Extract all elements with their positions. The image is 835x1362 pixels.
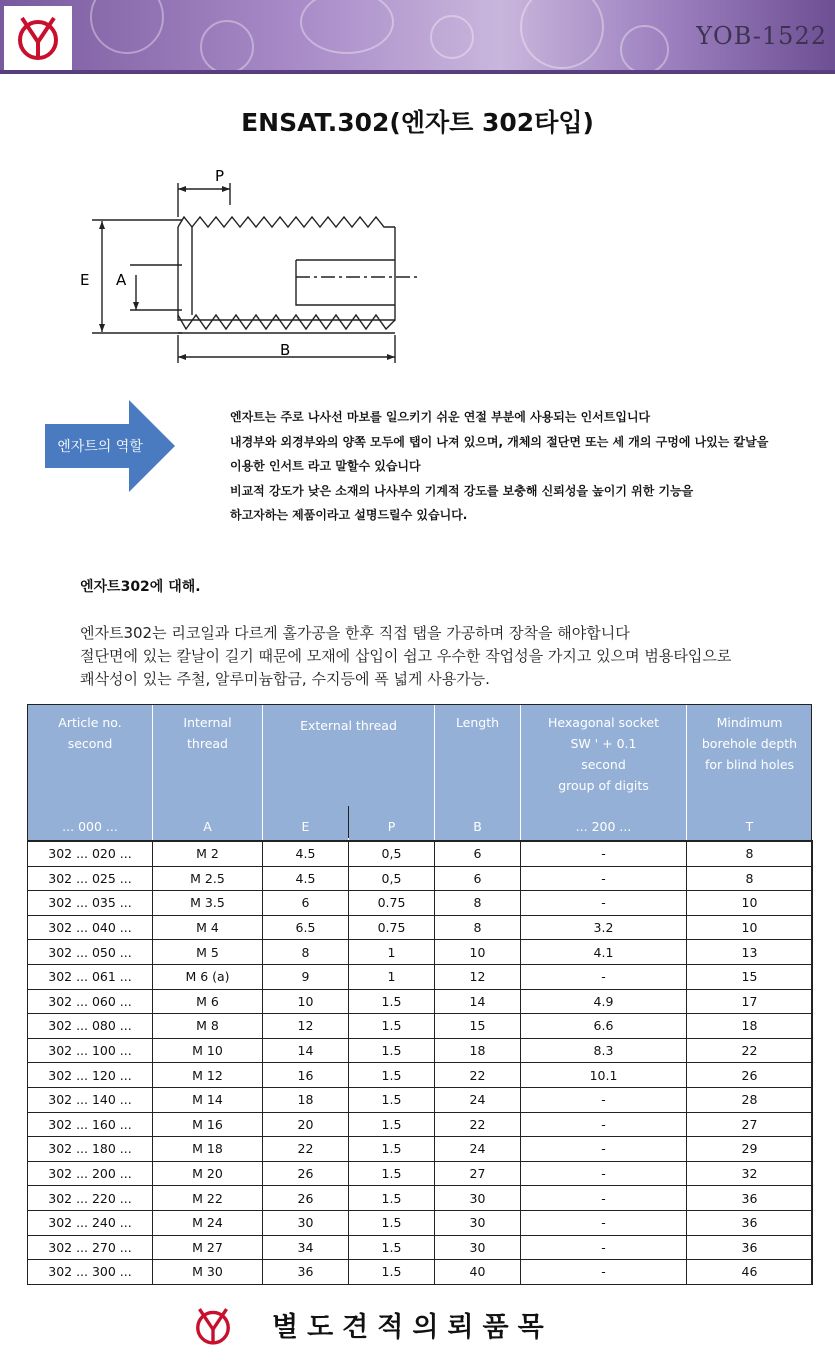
table-cell: M 3.5 bbox=[153, 891, 263, 916]
table-cell: - bbox=[521, 1186, 687, 1211]
table-cell: M 14 bbox=[153, 1087, 263, 1112]
table-cell: 1.5 bbox=[349, 1014, 435, 1039]
table-cell: 18 bbox=[435, 1038, 521, 1063]
dim-label-b: B bbox=[280, 341, 291, 359]
table-cell: 6 bbox=[263, 891, 349, 916]
table-cell: 1.5 bbox=[349, 1137, 435, 1162]
table-cell: 302 ... 120 ... bbox=[28, 1063, 153, 1088]
table-cell: 8 bbox=[435, 915, 521, 940]
logo-emblem-icon bbox=[13, 12, 63, 64]
table-row bbox=[28, 1112, 813, 1137]
table-cell: 1.5 bbox=[349, 1038, 435, 1063]
table-cell: 27 bbox=[687, 1112, 813, 1137]
table-cell: 302 ... 080 ... bbox=[28, 1014, 153, 1039]
table-cell: 8.3 bbox=[521, 1038, 687, 1063]
role-description bbox=[230, 405, 825, 528]
about-heading: 엔자트302에 대해. bbox=[80, 579, 201, 595]
header-internal-line: Internal bbox=[183, 715, 232, 730]
table-cell: 0.75 bbox=[349, 915, 435, 940]
table-cell: - bbox=[521, 1161, 687, 1186]
subheader-p: P bbox=[349, 812, 435, 841]
table-cell: 1.5 bbox=[349, 1161, 435, 1186]
table-cell: 18 bbox=[687, 1014, 813, 1039]
table-cell: 6.5 bbox=[263, 915, 349, 940]
table-cell: 32 bbox=[687, 1161, 813, 1186]
company-logo bbox=[4, 6, 72, 70]
table-row bbox=[28, 841, 813, 866]
table-cell: M 6 (a) bbox=[153, 964, 263, 989]
table-cell: 0,5 bbox=[349, 866, 435, 891]
table-cell: 36 bbox=[687, 1210, 813, 1235]
header-hex-line: second bbox=[581, 757, 626, 772]
table-cell: 0,5 bbox=[349, 841, 435, 866]
table-cell: 1 bbox=[349, 940, 435, 965]
table-cell: 302 ... 200 ... bbox=[28, 1161, 153, 1186]
table-cell: 4.1 bbox=[521, 940, 687, 965]
table-cell: 1.5 bbox=[349, 1210, 435, 1235]
table-cell: 36 bbox=[263, 1260, 349, 1285]
table-cell: - bbox=[521, 841, 687, 866]
spec-table bbox=[27, 704, 813, 1285]
table-cell: 1.5 bbox=[349, 1186, 435, 1211]
table-cell: 302 ... 240 ... bbox=[28, 1210, 153, 1235]
table-cell: 10 bbox=[687, 891, 813, 916]
table-row bbox=[28, 989, 813, 1014]
table-cell: - bbox=[521, 891, 687, 916]
table-cell: M 27 bbox=[153, 1235, 263, 1260]
footer-logo-icon bbox=[190, 1304, 236, 1348]
table-cell: 15 bbox=[435, 1014, 521, 1039]
dim-label-e: E bbox=[80, 271, 90, 289]
table-cell: 1.5 bbox=[349, 1260, 435, 1285]
table-cell: 14 bbox=[263, 1038, 349, 1063]
table-row bbox=[28, 1260, 813, 1285]
table-cell: 24 bbox=[435, 1137, 521, 1162]
header-article-line: second bbox=[67, 736, 113, 751]
decorative-ring bbox=[520, 0, 604, 69]
table-cell: 24 bbox=[435, 1087, 521, 1112]
table-cell: 30 bbox=[435, 1235, 521, 1260]
table-cell: M 5 bbox=[153, 940, 263, 965]
table-cell: 18 bbox=[263, 1087, 349, 1112]
subheader-b: B bbox=[435, 812, 521, 841]
dim-label-a: A bbox=[116, 271, 127, 289]
table-cell: 302 ... 050 ... bbox=[28, 940, 153, 965]
table-cell: - bbox=[521, 1112, 687, 1137]
table-cell: 22 bbox=[435, 1112, 521, 1137]
role-line: 비교적 강도가 낮은 소재의 나사부의 기계적 강도를 보충해 신뢰성을 높이기 위한 기능을 bbox=[230, 483, 694, 498]
table-cell: 8 bbox=[263, 940, 349, 965]
table-row bbox=[28, 940, 813, 965]
subheader-e: E bbox=[263, 812, 349, 841]
table-row bbox=[28, 1137, 813, 1162]
table-cell: 12 bbox=[435, 964, 521, 989]
table-cell: 3.2 bbox=[521, 915, 687, 940]
table-cell: 34 bbox=[263, 1235, 349, 1260]
table-cell: 30 bbox=[435, 1210, 521, 1235]
table-cell: - bbox=[521, 1235, 687, 1260]
table-cell: 40 bbox=[435, 1260, 521, 1285]
header-internal-line: thread bbox=[187, 736, 228, 751]
header-mind-line: for blind holes bbox=[704, 757, 795, 772]
about-line: 엔자트302는 리코일과 다르게 홀가공을 한후 직접 탭을 가공하며 장착을 해야합니다 bbox=[80, 624, 630, 642]
table-row bbox=[28, 1063, 813, 1088]
header-mind-line: borehole depth bbox=[701, 736, 798, 751]
table-cell: M 30 bbox=[153, 1260, 263, 1285]
table-cell: 12 bbox=[263, 1014, 349, 1039]
table-cell: 10 bbox=[687, 915, 813, 940]
decorative-ring bbox=[430, 15, 474, 59]
table-cell: 4.5 bbox=[263, 866, 349, 891]
table-row bbox=[28, 891, 813, 916]
header-mind bbox=[687, 704, 813, 812]
table-cell: 1 bbox=[349, 964, 435, 989]
table-cell: 29 bbox=[687, 1137, 813, 1162]
header-length bbox=[435, 704, 521, 812]
table-cell: 1.5 bbox=[349, 1063, 435, 1088]
table-cell: 302 ... 061 ... bbox=[28, 964, 153, 989]
table-cell: 8 bbox=[687, 866, 813, 891]
table-cell: 30 bbox=[263, 1210, 349, 1235]
subheader-t: T bbox=[687, 812, 813, 841]
table-row bbox=[28, 964, 813, 989]
role-line: 이용한 인서트 라고 말할수 있습니다 bbox=[230, 459, 421, 473]
table-cell: 10.1 bbox=[521, 1063, 687, 1088]
table-cell: 302 ... 140 ... bbox=[28, 1087, 153, 1112]
table-cell: M 8 bbox=[153, 1014, 263, 1039]
subheader-hex: ... 200 ... bbox=[521, 812, 687, 841]
table-cell: 6.6 bbox=[521, 1014, 687, 1039]
header-external-line: External thread bbox=[300, 718, 397, 733]
table-cell: 28 bbox=[687, 1087, 813, 1112]
table-cell: M 4 bbox=[153, 915, 263, 940]
table-cell: 36 bbox=[687, 1186, 813, 1211]
table-row bbox=[28, 1210, 813, 1235]
table-cell: 4.9 bbox=[521, 989, 687, 1014]
table-cell: 26 bbox=[687, 1063, 813, 1088]
table-cell: - bbox=[521, 1210, 687, 1235]
table-row bbox=[28, 1014, 813, 1039]
table-cell: 302 ... 160 ... bbox=[28, 1112, 153, 1137]
subheader-a: A bbox=[153, 812, 263, 841]
role-line: 내경부와 외경부와의 양쪽 모두에 탭이 나져 있으며, 개체의 절단면 또는 세 개의 구멍에 나있는 칼날을 bbox=[230, 434, 769, 449]
about-line: 절단면에 있는 칼날이 길기 때문에 모재에 삽입이 쉽고 우수한 작업성을 가지고 있으며 범용타입으로 bbox=[80, 647, 732, 665]
table-cell: 30 bbox=[435, 1186, 521, 1211]
table-cell: 26 bbox=[263, 1161, 349, 1186]
table-cell: 10 bbox=[435, 940, 521, 965]
table-cell: 302 ... 060 ... bbox=[28, 989, 153, 1014]
table-cell: 8 bbox=[687, 841, 813, 866]
table-cell: 1.5 bbox=[349, 1112, 435, 1137]
ep-divider bbox=[348, 806, 349, 838]
table-cell: 6 bbox=[435, 841, 521, 866]
table-cell: 20 bbox=[263, 1112, 349, 1137]
table-cell: M 18 bbox=[153, 1137, 263, 1162]
header-article bbox=[28, 704, 153, 812]
header-external bbox=[263, 704, 435, 812]
table-cell: 302 ... 025 ... bbox=[28, 866, 153, 891]
table-cell: 36 bbox=[687, 1235, 813, 1260]
header-banner bbox=[0, 0, 835, 74]
table-cell: M 2 bbox=[153, 841, 263, 866]
table-cell: - bbox=[521, 964, 687, 989]
table-cell: - bbox=[521, 866, 687, 891]
header-hex-line: SW ' + 0.1 bbox=[570, 736, 637, 751]
product-code: YOB-1522 bbox=[696, 22, 827, 50]
table-cell: 14 bbox=[435, 989, 521, 1014]
footer-text: 별도견적의뢰품목 bbox=[272, 1312, 553, 1343]
table-cell: 4.5 bbox=[263, 841, 349, 866]
role-line: 엔자트는 주로 나사선 마보를 일으키기 쉬운 연절 부분에 사용되는 인서트입니다 bbox=[230, 410, 651, 424]
table-cell: M 2.5 bbox=[153, 866, 263, 891]
decorative-ring bbox=[620, 25, 669, 74]
table-cell: - bbox=[521, 1260, 687, 1285]
table-cell: 17 bbox=[687, 989, 813, 1014]
table-cell: 302 ... 270 ... bbox=[28, 1235, 153, 1260]
subheader-article: ... 000 ... bbox=[28, 812, 153, 841]
table-cell: 302 ... 100 ... bbox=[28, 1038, 153, 1063]
decorative-ring bbox=[90, 0, 164, 54]
header-hex-line: group of digits bbox=[558, 778, 649, 793]
table-row bbox=[28, 915, 813, 940]
table-row bbox=[28, 1235, 813, 1260]
table-cell: 302 ... 300 ... bbox=[28, 1260, 153, 1285]
decorative-ring bbox=[200, 20, 254, 74]
table-cell: M 6 bbox=[153, 989, 263, 1014]
table-cell: 8 bbox=[435, 891, 521, 916]
table-cell: - bbox=[521, 1137, 687, 1162]
table-cell: - bbox=[521, 1087, 687, 1112]
table-cell: 22 bbox=[687, 1038, 813, 1063]
table-cell: 9 bbox=[263, 964, 349, 989]
table-cell: M 10 bbox=[153, 1038, 263, 1063]
banner-stripe bbox=[0, 70, 835, 74]
table-row bbox=[28, 1161, 813, 1186]
header-mind-line: Mindimum bbox=[716, 715, 783, 730]
table-cell: 16 bbox=[263, 1063, 349, 1088]
table-cell: M 24 bbox=[153, 1210, 263, 1235]
table-cell: 302 ... 040 ... bbox=[28, 915, 153, 940]
table-cell: 15 bbox=[687, 964, 813, 989]
table-cell: 302 ... 180 ... bbox=[28, 1137, 153, 1162]
page-title: ENSAT.302(엔자트 302타입) bbox=[241, 108, 594, 137]
table-row bbox=[28, 1087, 813, 1112]
dim-label-p: P bbox=[215, 167, 225, 185]
header-hex bbox=[521, 704, 687, 812]
header-article-line: Article no. bbox=[58, 715, 122, 730]
table-cell: M 12 bbox=[153, 1063, 263, 1088]
header-internal bbox=[153, 704, 263, 812]
table-row bbox=[28, 1186, 813, 1211]
table-cell: 27 bbox=[435, 1161, 521, 1186]
table-cell: 1.5 bbox=[349, 989, 435, 1014]
table-cell: 302 ... 020 ... bbox=[28, 841, 153, 866]
header-hex-line: Hexagonal socket bbox=[548, 715, 659, 730]
table-cell: 1.5 bbox=[349, 1235, 435, 1260]
table-cell: 10 bbox=[263, 989, 349, 1014]
table-cell: M 20 bbox=[153, 1161, 263, 1186]
about-description bbox=[80, 622, 820, 691]
table-cell: M 22 bbox=[153, 1186, 263, 1211]
about-line: 쾌삭성이 있는 주철, 알루미늄합금, 수지등에 폭 넓게 사용가능. bbox=[80, 670, 490, 688]
table-cell: 22 bbox=[435, 1063, 521, 1088]
decorative-ring bbox=[300, 0, 394, 54]
table-row bbox=[28, 866, 813, 891]
role-line: 하고자하는 제품이라고 설명드릴수 있습니다. bbox=[230, 508, 468, 522]
table-cell: 0.75 bbox=[349, 891, 435, 916]
header-length-line: Length bbox=[455, 715, 500, 730]
table-cell: 26 bbox=[263, 1186, 349, 1211]
table-cell: 46 bbox=[687, 1260, 813, 1285]
table-cell: 302 ... 220 ... bbox=[28, 1186, 153, 1211]
table-row bbox=[28, 1038, 813, 1063]
spec-table-body bbox=[28, 841, 813, 1284]
insert-diagram bbox=[70, 165, 430, 370]
table-cell: 13 bbox=[687, 940, 813, 965]
role-arrow-label: 엔자트의 역할 bbox=[57, 439, 143, 455]
table-cell: M 16 bbox=[153, 1112, 263, 1137]
table-cell: 6 bbox=[435, 866, 521, 891]
table-cell: 302 ... 035 ... bbox=[28, 891, 153, 916]
table-cell: 22 bbox=[263, 1137, 349, 1162]
table-cell: 1.5 bbox=[349, 1087, 435, 1112]
